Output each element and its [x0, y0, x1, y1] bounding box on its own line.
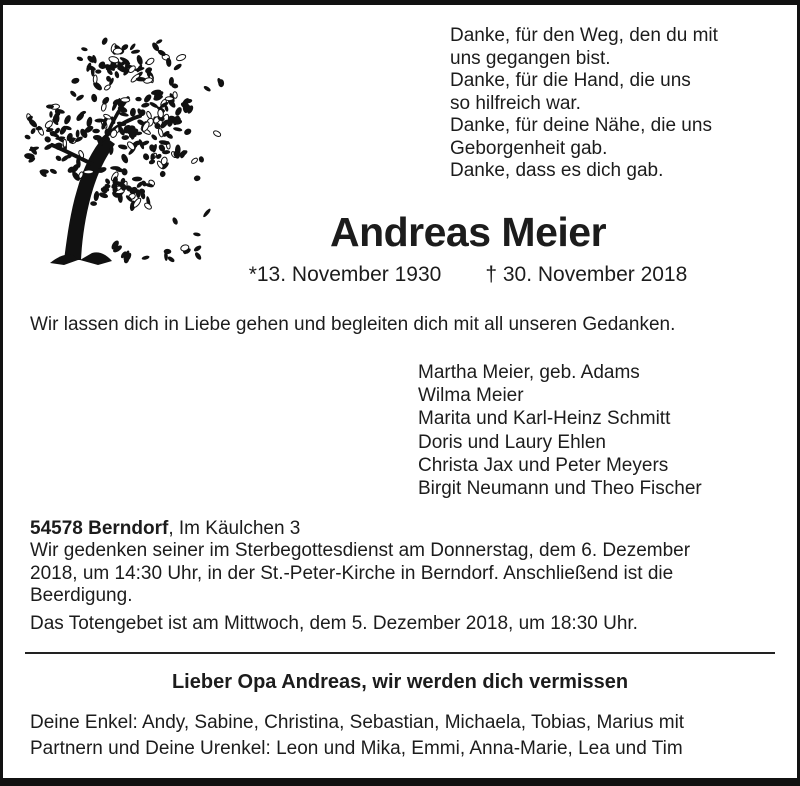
mourners-list	[418, 361, 702, 500]
address-line	[30, 518, 690, 540]
service-text	[30, 540, 690, 607]
text-line: Danke, für deine Nähe, die uns	[450, 115, 712, 136]
address-street: , Im Käulchen 3	[168, 518, 301, 539]
totengebet-line: Das Totengebet ist am Mittwoch, dem 5. Dezember 2018, um 18:30 Uhr.	[30, 613, 638, 635]
text-line: Doris und Laury Ehlen	[418, 431, 606, 453]
text-line: Danke, dass es dich gab.	[450, 160, 664, 181]
life-dates	[153, 263, 783, 287]
text-line: Danke, für die Hand, die uns	[450, 70, 691, 91]
text-line: Partnern und Deine Urenkel: Leon und Mika, Emmi, Anna-Marie, Lea und Tim	[30, 738, 683, 759]
text-line: Deine Enkel: Andy, Sabine, Christina, Sebastian, Michaela, Tobias, Marius mit	[30, 712, 685, 733]
text-line: Beerdigung.	[30, 584, 133, 606]
text-line: Danke, für den Weg, den du mit	[450, 25, 718, 46]
text-line: Wilma Meier	[418, 385, 524, 407]
text-line: so hilfreich war.	[450, 92, 581, 114]
intro-sentence: Wir lassen dich in Liebe gehen und begleiten dich mit all unseren Gedanken.	[30, 314, 676, 335]
text-line: Wir gedenken seiner im Sterbegottesdienst am Donnerstag, dem 6. Dezember	[30, 540, 691, 562]
grandchildren-lines	[30, 710, 684, 762]
text-line: Christa Jax und Peter Meyers	[418, 454, 669, 476]
address-city: 54578 Berndorf	[30, 518, 169, 539]
birth-date: *13. November 1930	[248, 263, 442, 286]
text-line: 2018, um 14:30 Uhr, in der St.-Peter-Kirche in Berndorf. Anschließend ist die	[30, 562, 674, 584]
separator-line	[25, 652, 775, 654]
text-line: Geborgenheit gab.	[450, 137, 608, 159]
text-line: Martha Meier, geb. Adams	[418, 362, 640, 383]
text-line: uns gegangen bist.	[450, 47, 611, 69]
text-line: Marita und Karl-Heinz Schmitt	[418, 408, 671, 430]
deceased-name: Andreas Meier	[329, 209, 607, 255]
service-details	[30, 518, 690, 635]
farewell-headline: Lieber Opa Andreas, wir werden dich vermissen	[171, 671, 629, 693]
text-line: Birgit Neumann und Theo Fischer	[418, 478, 702, 500]
thanks-poem	[450, 25, 718, 183]
death-date: † 30. November 2018	[485, 263, 688, 286]
